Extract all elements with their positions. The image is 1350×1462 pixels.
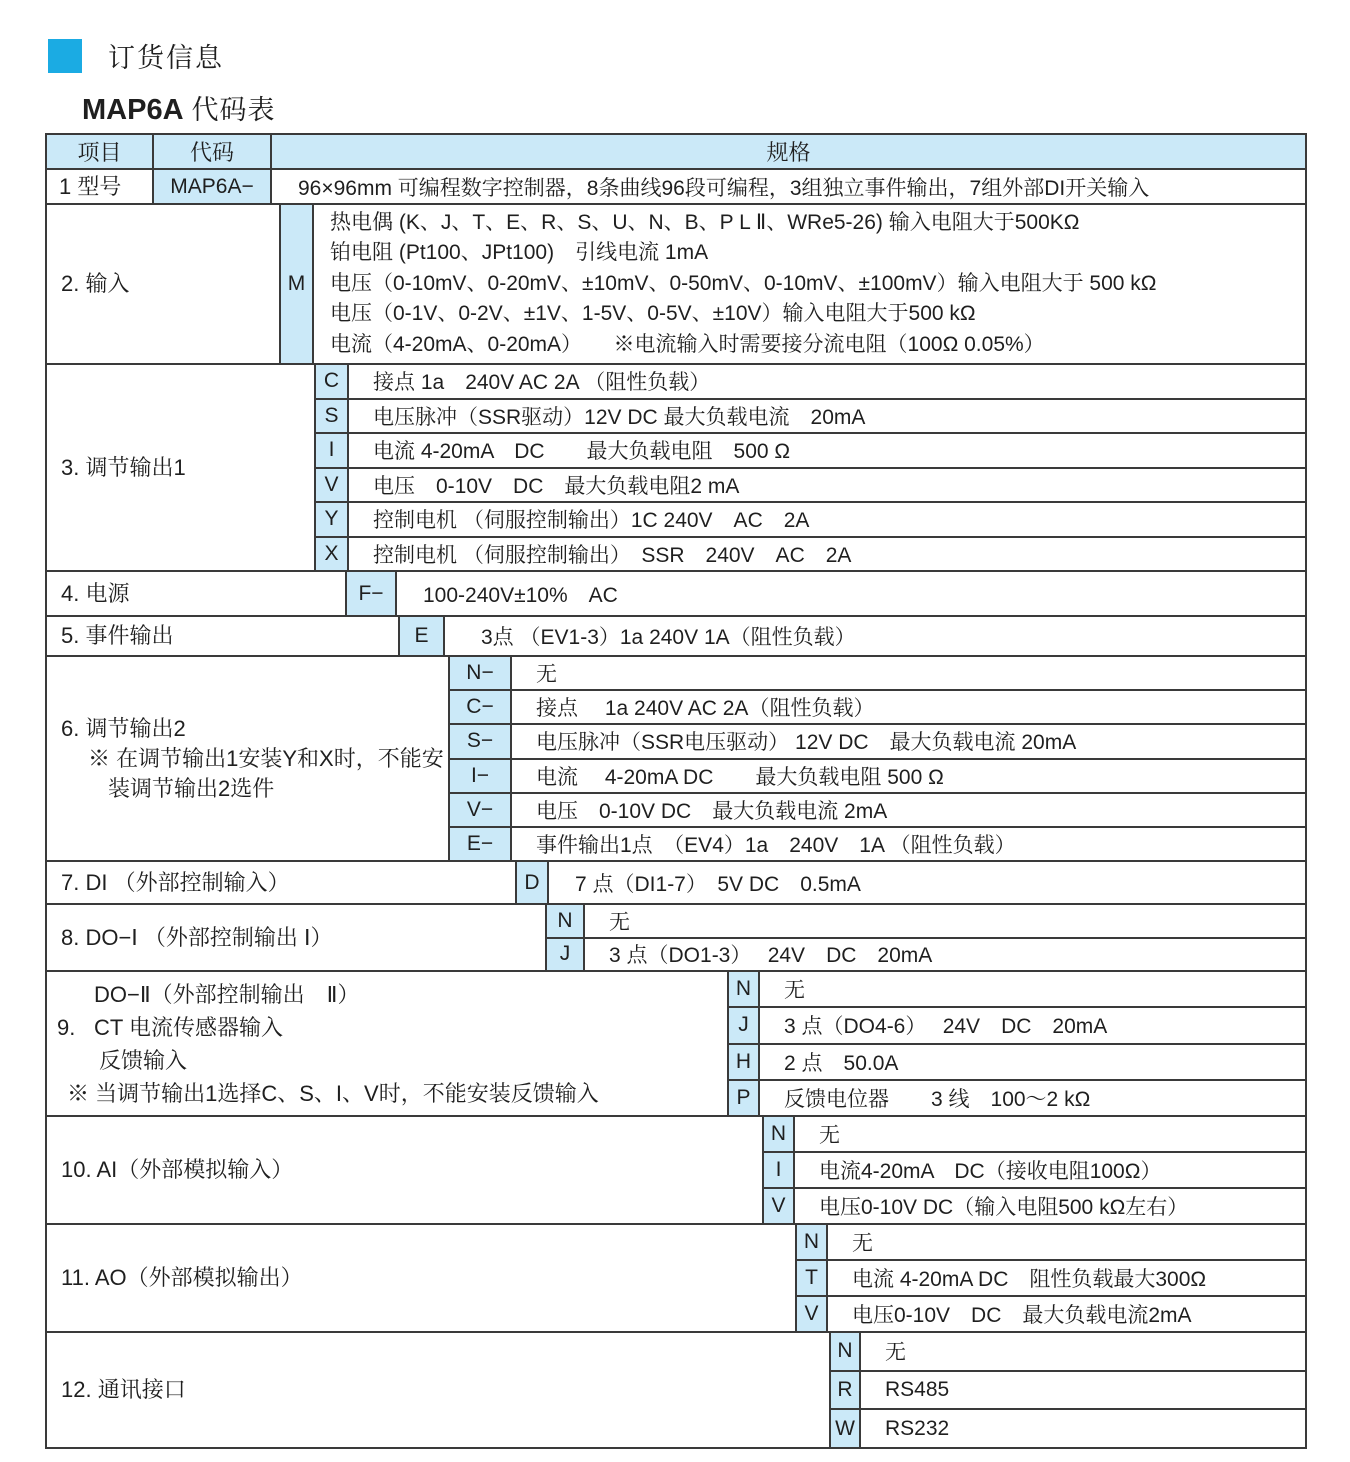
row-control-output-2-options <box>448 657 1305 860</box>
option-row <box>727 1079 1305 1115</box>
option-row <box>448 826 1305 860</box>
option-row <box>762 1117 1305 1151</box>
row-power-code: F− <box>345 572 397 615</box>
option-code: R <box>829 1372 861 1409</box>
input-spec-line: 热电偶 (K、J、T、E、R、S、U、N、B、P L Ⅱ、WRe5-26) 输入电阻大于500KΩ <box>330 210 1080 234</box>
option-code: Y <box>314 503 349 536</box>
row-input <box>47 203 1305 363</box>
option-code: N− <box>448 657 512 689</box>
option-code: S <box>314 400 349 433</box>
option-row <box>727 1043 1305 1079</box>
option-spec: RS232 <box>885 1416 950 1440</box>
option-spec: 电压 0-10V DC 最大负载电流 2mA <box>536 799 888 823</box>
input-spec-line: 电压（0-1V、0-2V、±1V、1-5V、0-5V、±10V）输入电阻大于500 kΩ <box>330 302 976 326</box>
option-row <box>762 1187 1305 1223</box>
option-spec: 电流4-20mA DC（接收电阻100Ω） <box>819 1160 1162 1183</box>
option-code: J <box>727 1008 760 1042</box>
row-communication-options <box>829 1333 1305 1447</box>
row-di-label: 7. DI （外部控制输入） <box>61 869 290 895</box>
table-header-row <box>47 135 1305 168</box>
option-spec: 3 点（DO1-3） 24V DC 20mA <box>609 944 933 968</box>
option-code: P <box>727 1081 760 1115</box>
option-spec: 电压脉冲（SSR驱动）12V DC 最大负载电流 20mA <box>373 405 866 429</box>
table-title-suffix: 代码表 <box>191 95 276 125</box>
option-code: J <box>545 939 585 971</box>
row-control-output-2-label <box>47 657 448 860</box>
section-header <box>48 36 224 75</box>
option-row <box>727 972 1305 1006</box>
page-title: 订货信息 <box>108 43 224 73</box>
row-do-2-line2 <box>57 1011 727 1044</box>
option-code: V− <box>448 794 512 826</box>
option-spec: 电压脉冲（SSR电压驱动） 12V DC 最大负载电流 20mA <box>536 731 1077 755</box>
option-spec: RS485 <box>885 1378 950 1401</box>
row-input-code: M <box>279 205 314 363</box>
row-power-spec: 100-240V±10% AC <box>423 583 618 607</box>
option-row <box>762 1151 1305 1187</box>
table-title <box>82 88 276 127</box>
option-spec: 接点 1a 240V AC 2A（阻性负载） <box>536 697 875 721</box>
row-power-label: 4. 电源 <box>61 580 130 606</box>
row-do-2-label <box>47 972 727 1115</box>
option-row <box>829 1370 1305 1409</box>
row-model <box>47 168 1305 203</box>
row-communication <box>47 1331 1305 1447</box>
option-code: N <box>795 1225 828 1259</box>
option-row <box>545 905 1305 937</box>
option-row <box>314 467 1305 502</box>
input-spec-line: 电压（0-10mV、0-20mV、±10mV、0-50mV、0-10mV、±100mV）输入电阻大于 500 kΩ <box>330 271 1157 295</box>
row-control-output-2 <box>47 655 1305 860</box>
option-code: W <box>829 1410 861 1447</box>
option-code: H <box>727 1045 760 1079</box>
row-do-2-number: 9. <box>57 1014 76 1040</box>
option-code: N <box>727 972 760 1006</box>
col-header-spec: 规格 <box>272 135 1305 168</box>
row-control-output-2-note-line1: ※ 在调节输出1安装Y和X时，不能安 <box>88 745 444 771</box>
row-power <box>47 570 1305 615</box>
option-code: V <box>762 1189 795 1223</box>
option-spec: 2 点 50.0A <box>784 1051 899 1075</box>
option-row <box>795 1295 1305 1331</box>
option-row <box>795 1225 1305 1259</box>
option-code: V <box>795 1297 828 1331</box>
option-code: E− <box>448 828 512 860</box>
option-row <box>829 1333 1305 1370</box>
option-spec: 反馈电位器 3 线 100～2 kΩ <box>784 1087 1091 1111</box>
option-row <box>448 758 1305 792</box>
option-spec: 电压0-10V DC 最大负载电流2mA <box>852 1304 1192 1327</box>
row-model-code: MAP6A− <box>152 170 272 203</box>
row-do-1 <box>47 903 1305 970</box>
option-code: V <box>314 469 349 502</box>
row-input-spec-lines <box>314 205 1305 363</box>
row-event-output-code: E <box>398 617 445 655</box>
row-di-spec: 7 点（DI1-7） 5V DC 0.5mA <box>575 872 861 896</box>
row-input-label: 2. 输入 <box>61 271 130 296</box>
row-di <box>47 860 1305 903</box>
input-spec-line: 电流（4-20mA、0-20mA） ※电流输入时需要接分流电阻（100Ω 0.05%） <box>330 332 1045 356</box>
input-spec-line: 铂电阻 (Pt100、JPt100) 引线电流 1mA <box>330 241 709 265</box>
table-title-model: MAP6A <box>82 94 184 126</box>
option-code: N <box>545 905 585 937</box>
option-code: S− <box>448 725 512 757</box>
option-code: N <box>829 1333 861 1370</box>
row-event-output-label: 5. 事件输出 <box>61 623 174 648</box>
row-model-spec: 96×96mm 可编程数字控制器，8条曲线96段可编程，3组独立事件输出，7组外部DI开关输入 <box>298 176 1150 200</box>
row-ao-options <box>795 1225 1305 1331</box>
option-spec: 电流 4-20mA DC 最大负载电阻 500 Ω <box>373 440 791 464</box>
option-row <box>448 723 1305 757</box>
option-row <box>314 398 1305 433</box>
option-spec: 电流 4-20mA DC 阻性负载最大300Ω <box>852 1268 1207 1291</box>
row-control-output-2-title: 6. 调节输出2 <box>61 715 186 741</box>
option-code: C− <box>448 691 512 723</box>
option-row <box>314 432 1305 467</box>
option-spec: 无 <box>536 663 557 687</box>
row-control-output-1-options <box>314 365 1305 570</box>
option-code: T <box>795 1261 828 1295</box>
row-do-2-note: ※ 当调节输出1选择C、S、I、V时，不能安装反馈输入 <box>67 1080 599 1106</box>
option-row <box>727 1006 1305 1042</box>
ordering-code-table <box>45 133 1307 1449</box>
col-header-item: 项目 <box>47 135 152 168</box>
row-ao <box>47 1223 1305 1331</box>
row-model-label: 1 型号 <box>59 173 122 199</box>
option-spec: 无 <box>885 1341 906 1365</box>
row-communication-label: 12. 通讯接口 <box>61 1377 186 1402</box>
row-do-2-line3: 反馈输入 <box>99 1047 188 1073</box>
option-row <box>314 536 1305 571</box>
row-ao-label: 11. AO（外部模拟输出） <box>61 1265 303 1290</box>
option-row <box>448 792 1305 826</box>
option-code: I <box>314 434 349 467</box>
col-header-code: 代码 <box>152 135 272 168</box>
option-spec: 无 <box>784 979 805 1003</box>
option-spec: 控制电机 （伺服控制输出） SSR 240V AC 2A <box>373 543 852 567</box>
option-spec: 接点 1a 240V AC 2A （阻性负载） <box>373 371 711 395</box>
row-event-output-spec: 3点 （EV1-3）1a 240V 1A（阻性负载） <box>481 626 856 649</box>
option-code: N <box>762 1117 795 1151</box>
row-control-output-1 <box>47 363 1305 570</box>
option-row <box>448 689 1305 723</box>
option-spec: 控制电机 （伺服控制输出）1C 240V AC 2A <box>373 509 810 533</box>
row-do-1-options <box>545 905 1305 970</box>
row-do-2-ct-feedback <box>47 970 1305 1115</box>
option-spec: 电压 0-10V DC 最大负载电阻2 mA <box>373 474 740 498</box>
option-row <box>314 501 1305 536</box>
row-control-output-2-note-line2: 装调节输出2选件 <box>108 775 275 801</box>
option-spec: 电压0-10V DC（输入电阻500 kΩ左右） <box>819 1196 1189 1219</box>
option-code: I <box>762 1153 795 1187</box>
row-do-2-options <box>727 972 1305 1115</box>
row-do-2-line1: DO−Ⅱ（外部控制输出 Ⅱ） <box>94 981 360 1007</box>
option-spec: 事件输出1点 （EV4）1a 240V 1A （阻性负载） <box>536 833 1016 857</box>
option-spec: 无 <box>609 910 630 934</box>
option-spec: 无 <box>819 1124 840 1147</box>
row-ai <box>47 1115 1305 1223</box>
option-row <box>829 1408 1305 1447</box>
option-row <box>448 657 1305 689</box>
row-do-2-line2-text: CT 电流传感器输入 <box>94 1014 284 1040</box>
row-ai-options <box>762 1117 1305 1223</box>
option-code: C <box>314 365 349 398</box>
row-event-output <box>47 615 1305 655</box>
row-ai-label: 10. AI（外部模拟输入） <box>61 1157 294 1182</box>
row-control-output-1-label: 3. 调节输出1 <box>61 454 186 480</box>
option-code: I− <box>448 760 512 792</box>
option-row <box>314 365 1305 398</box>
option-row <box>795 1259 1305 1295</box>
option-spec: 3 点（DO4-6） 24V DC 20mA <box>784 1015 1108 1039</box>
row-do-1-label: 8. DO−Ⅰ （外部控制输出 Ⅰ） <box>61 924 333 950</box>
row-di-code: D <box>515 862 549 903</box>
option-code: X <box>314 538 349 571</box>
option-spec: 无 <box>852 1232 873 1255</box>
option-row <box>545 937 1305 971</box>
option-spec: 电流 4-20mA DC 最大负载电阻 500 Ω <box>536 765 944 789</box>
blue-square-marker-icon <box>48 39 82 73</box>
